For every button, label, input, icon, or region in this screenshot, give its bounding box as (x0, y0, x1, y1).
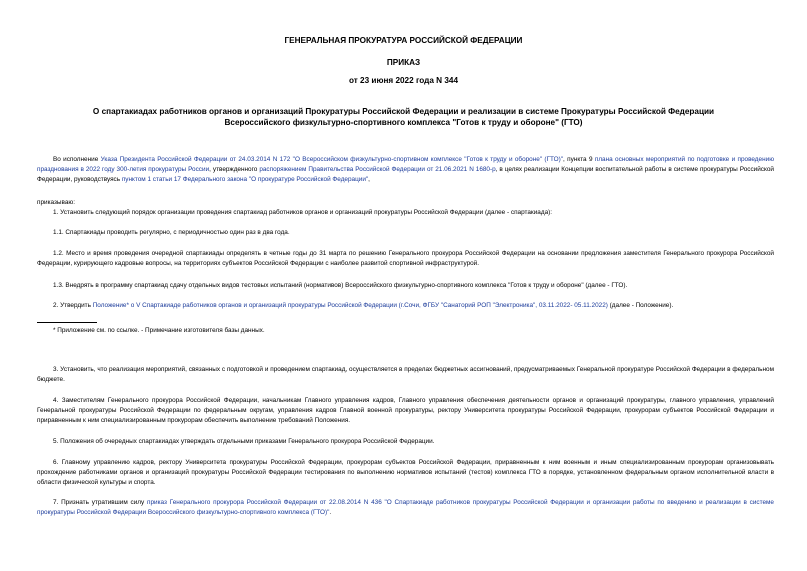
doc-type-heading: ПРИКАЗ (386, 58, 421, 67)
preamble-text-3: , утвержденного (209, 166, 260, 173)
preamble-text-4: , в целях реализации Концепции воспитательной работы в системе прокуратуры Российской Федерации, руководствуясь (37, 166, 774, 183)
paragraph-2-text-3: (далее - Положение). (607, 302, 674, 309)
paragraph-2 (37, 301, 774, 311)
paragraph-1-3: 1.3. Внедрять в программу спартакиад сдачу отдельных видов тестовых испытаний (нормативов) Всероссийского физкультурно-спортивного комплекса "Готов к труду и обороне" (далее - ГТО). (53, 282, 628, 289)
paragraph-2-text-2: * о V Спартакиаде работников органов и организаций прокуратуры Российской Федерации (г.Сочи, ФГБУ "Санаторий РОП "Электроника", 03.11.2022- 05.11.2022) (126, 302, 608, 309)
link-government-order[interactable]: распоряжением Правительства Российской Федерации от 21.06.2021 N 1680-р (259, 166, 496, 173)
title-line-1: О спартакиадах работников органов и организаций Прокуратуры Российской Федерации и реализации в системе Прокуратуры Российской Федерации (92, 107, 715, 116)
document-title (50, 107, 757, 128)
link-presidential-decree[interactable]: Указа Президента Российской Федерации от 24.03.2014 N 172 "О Всероссийском физкультурно-спортивном комплексе "Готов к труду и обороне" (ГТО)" (100, 156, 564, 163)
paragraph-1-1: 1.1. Спартакиады проводить регулярно, с периодичностью один раз в два года. (53, 229, 290, 236)
paragraph-5: 5. Положения об очередных спартакиадах утверждать отдельными приказами Генерального прокурора Российской Федерации. (53, 438, 435, 445)
order-word: приказываю: (37, 199, 75, 206)
preamble-text-1: Во исполнение (53, 156, 101, 163)
paragraph-1: 1. Установить следующий порядок организации проведения спартакиад работников органов и организаций прокуратуры Российской Федерации (далее - спартакиада): (53, 209, 553, 216)
paragraph-7-text-2: . (329, 509, 332, 516)
agency-heading: ГЕНЕРАЛЬНАЯ ПРОКУРАТУРА РОССИЙСКОЙ ФЕДЕРАЦИИ (284, 36, 523, 45)
date-number: от 23 июня 2022 года N 344 (348, 76, 459, 85)
title-line-2: Всероссийского физкультурно-спортивного комплекса "Готов к труду и обороне" (ГТО) (224, 117, 583, 127)
link-repealed-order[interactable]: приказ Генерального прокурора Российской Федерации от 22.08.2014 N 436 "О Спартакиаде работников прокуратуры Российской Федерации и организации работы по введению и реализации в системе прокуратуры Российской Федерации Всероссийского физкультурно-спортивного комплекса (ГТО)" (37, 499, 774, 516)
paragraph-7 (37, 498, 774, 518)
link-celebration-plan[interactable]: плана основных мероприятий по подготовке и проведению празднования в 2022 году 300-летия прокуратуры России (37, 156, 774, 173)
preamble-paragraph (37, 155, 774, 185)
paragraph-6: 6. Главному управлению кадров, ректору Университета прокуратуры Российской Федерации, прокурорам субъектов Российской Федерации, приравненным к ним военным и иным специализированным прокурорам организовывать прохождение работниками органов и организаций прокуратуры Российской Федерации тестирования по выполнению нормативов испытаний (тестов) комплекса ГТО в порядке, установленном федеральным органом исполнительной власти в области физической культуры и спорта. (37, 459, 774, 486)
paragraph-1-2: 1.2. Место и время проведения очередной спартакиады определять в четные годы до 31 марта по решению Генерального прокурора Российской Федерации на основании предложения заместителя Генерального прокурора Российской Федерации, курирующего кадровые вопросы, на территориях субъектов Российской Федерации с наиболее развитой спортивной инфраструктурой. (37, 250, 774, 267)
footnote-divider (37, 322, 97, 323)
paragraph-4: 4. Заместителям Генерального прокурора Российской Федерации, начальникам Главного управления кадров, Главного управления обеспечения деятельности органов и организаций прокуратуры, главного управления, управлений Генеральной прокуратуры Российской Федерации по федеральным округам, управления кадров Главной военной прокуратуры, ректору Университета прокуратуры Российской Федерации, прокурорам субъектов Российской Федерации и приравненным к ним специализированным прокурорам обеспечить выполнение требований Положения. (37, 397, 774, 424)
link-regulation[interactable]: Положение (92, 302, 127, 309)
preamble-text-2: , пункта 9 (563, 156, 595, 163)
paragraph-3: 3. Установить, что реализация мероприятий, связанных с подготовкой и проведением спартакиад, осуществляется в пределах бюджетных ассигнований, предусматриваемых Генеральной прокуратуре Российской Федерации в федеральном бюджете. (37, 366, 774, 383)
paragraph-7-text-1: 7. Признать утратившим силу (53, 499, 147, 506)
paragraph-2-text-1: 2. Утвердить (53, 302, 93, 309)
link-prosecutor-law[interactable]: пунктом 1 статьи 17 Федерального закона "О прокуратуре Российской Федерации" (121, 176, 369, 183)
footnote: * Приложение см. по ссылке. - Примечание изготовителя базы данных. (53, 327, 265, 334)
preamble-text-5: , (368, 176, 370, 183)
